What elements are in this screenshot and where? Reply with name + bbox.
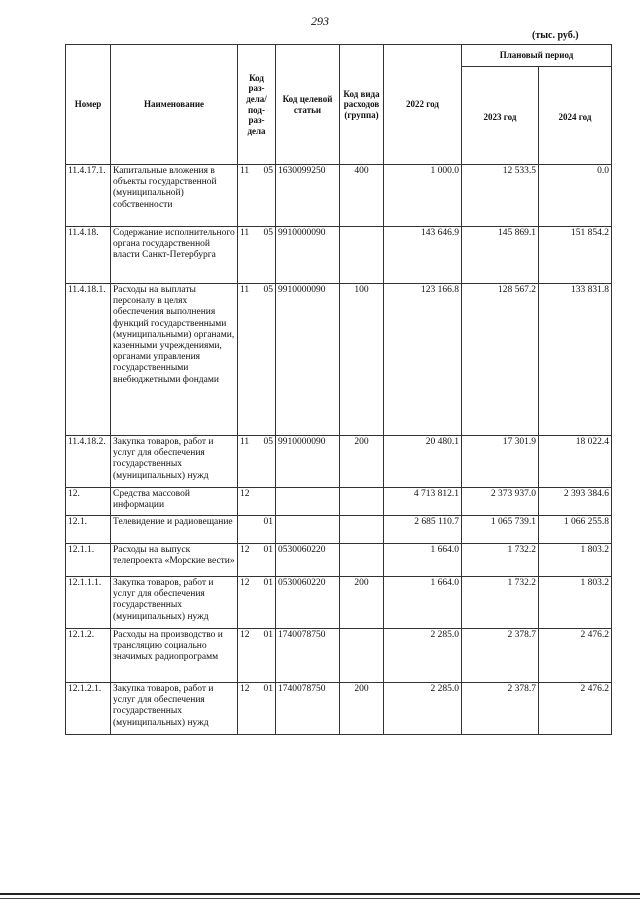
- row-2022: 1 000.0: [384, 165, 462, 227]
- row-number: 11.4.18.: [66, 227, 111, 284]
- row-2023: 2 378.7: [462, 683, 539, 735]
- row-type: [340, 516, 384, 544]
- table-row: [66, 516, 612, 544]
- row-name: Закупка товаров, работ и услуг для обеспечения государственных (муниципальных) нужд: [111, 577, 238, 629]
- row-2023: 2 378.7: [462, 629, 539, 683]
- row-2023: 145 869.1: [462, 227, 539, 284]
- row-target: 1740078750: [276, 683, 340, 735]
- row-type: 200: [340, 577, 384, 629]
- row-name: Средства массовой информации: [111, 488, 238, 516]
- header-name: Наименование: [111, 45, 238, 165]
- table-row: [66, 683, 612, 735]
- table-row: [66, 629, 612, 683]
- row-2024: 2 476.2: [539, 629, 612, 683]
- row-2022: 2 285.0: [384, 683, 462, 735]
- row-target: 1630099250: [276, 165, 340, 227]
- row-number: 12.1.1.1.: [66, 577, 111, 629]
- row-target: 0530060220: [276, 577, 340, 629]
- row-number: 11.4.18.2.: [66, 436, 111, 488]
- units-label: (тыс. руб.): [532, 30, 579, 41]
- table-body: [66, 165, 612, 735]
- row-2024: 133 831.8: [539, 284, 612, 436]
- row-2024: 2 476.2: [539, 683, 612, 735]
- row-target: [276, 516, 340, 544]
- row-type: 400: [340, 165, 384, 227]
- row-2022: 143 646.9: [384, 227, 462, 284]
- row-type: 200: [340, 683, 384, 735]
- row-target: 9910000090: [276, 436, 340, 488]
- row-2023: 2 373 937.0: [462, 488, 539, 516]
- row-2022: 4 713 812.1: [384, 488, 462, 516]
- row-2022: 1 664.0: [384, 577, 462, 629]
- row-type: [340, 488, 384, 516]
- header-target-code: Код целевой статьи: [276, 45, 340, 165]
- row-section: 12: [238, 488, 276, 516]
- row-name: Телевидение и радиовещание: [111, 516, 238, 544]
- row-section: 12 01: [238, 683, 276, 735]
- row-name: Содержание исполнительного органа государственной власти Санкт-Петербурга: [111, 227, 238, 284]
- bottom-rule: [0, 893, 640, 895]
- row-number: 11.4.17.1.: [66, 165, 111, 227]
- row-number: 12.1.1.: [66, 544, 111, 577]
- row-name: Капитальные вложения в объекты государственной (муниципальной) собственности: [111, 165, 238, 227]
- row-name: Расходы на выпуск телепроекта «Морские вести»: [111, 544, 238, 577]
- row-target: 9910000090: [276, 284, 340, 436]
- row-section: 11 05: [238, 436, 276, 488]
- row-2023: 1 732.2: [462, 544, 539, 577]
- row-number: 12.1.2.: [66, 629, 111, 683]
- header-section-code: Код раз-дела/ под-раз-дела: [238, 45, 276, 165]
- row-name: Расходы на выплаты персоналу в целях обеспечения выполнения функций государственными (муниципальными) органами, казенными учреждениями, органами управления государственными внебюджетными фондами: [111, 284, 238, 436]
- row-2022: 1 664.0: [384, 544, 462, 577]
- table-row: [66, 577, 612, 629]
- row-2024: 1 803.2: [539, 544, 612, 577]
- page-number: 293: [311, 14, 329, 28]
- header-expense-type-code: Код вида расходов (группа): [340, 45, 384, 165]
- row-2022: 2 685 110.7: [384, 516, 462, 544]
- header-year-2023: 2023 год: [462, 67, 539, 165]
- row-section: 01: [238, 516, 276, 544]
- row-2024: 0.0: [539, 165, 612, 227]
- row-name: Расходы на производство и трансляцию социально значимых радиопрограмм: [111, 629, 238, 683]
- budget-table: [65, 44, 612, 735]
- row-2023: 128 567.2: [462, 284, 539, 436]
- row-section: 11 05: [238, 227, 276, 284]
- row-name: Закупка товаров, работ и услуг для обеспечения государственных (муниципальных) нужд: [111, 683, 238, 735]
- table-row: [66, 227, 612, 284]
- row-2024: 1 066 255.8: [539, 516, 612, 544]
- table-row: [66, 544, 612, 577]
- header-number: Номер: [66, 45, 111, 165]
- row-type: 200: [340, 436, 384, 488]
- row-2022: 2 285.0: [384, 629, 462, 683]
- row-2023: 1 732.2: [462, 577, 539, 629]
- row-target: 9910000090: [276, 227, 340, 284]
- header-plan-period: Плановый период: [462, 45, 612, 67]
- bottom-rule-thin: [0, 898, 640, 899]
- row-type: [340, 227, 384, 284]
- row-2023: 12 533.5: [462, 165, 539, 227]
- row-section: 11 05: [238, 165, 276, 227]
- table-row: [66, 436, 612, 488]
- row-target: 1740078750: [276, 629, 340, 683]
- row-type: [340, 629, 384, 683]
- table-row: [66, 488, 612, 516]
- header-year-2024: 2024 год: [539, 67, 612, 165]
- row-name: Закупка товаров, работ и услуг для обеспечения государственных (муниципальных) нужд: [111, 436, 238, 488]
- row-2022: 20 480.1: [384, 436, 462, 488]
- table-row: [66, 284, 612, 436]
- row-target: 0530060220: [276, 544, 340, 577]
- table-row: [66, 165, 612, 227]
- row-number: 12.: [66, 488, 111, 516]
- row-2024: 2 393 384.6: [539, 488, 612, 516]
- row-section: 12 01: [238, 577, 276, 629]
- row-section: 12 01: [238, 629, 276, 683]
- row-2023: 17 301.9: [462, 436, 539, 488]
- row-type: 100: [340, 284, 384, 436]
- row-type: [340, 544, 384, 577]
- row-number: 12.1.2.1.: [66, 683, 111, 735]
- row-number: 12.1.: [66, 516, 111, 544]
- row-target: [276, 488, 340, 516]
- table-header: [66, 45, 612, 165]
- row-section: 12 01: [238, 544, 276, 577]
- row-section: 11 05: [238, 284, 276, 436]
- header-year-2022: 2022 год: [384, 45, 462, 165]
- row-2024: 151 854.2: [539, 227, 612, 284]
- row-number: 11.4.18.1.: [66, 284, 111, 436]
- row-2022: 123 166.8: [384, 284, 462, 436]
- row-2024: 18 022.4: [539, 436, 612, 488]
- row-2023: 1 065 739.1: [462, 516, 539, 544]
- row-2024: 1 803.2: [539, 577, 612, 629]
